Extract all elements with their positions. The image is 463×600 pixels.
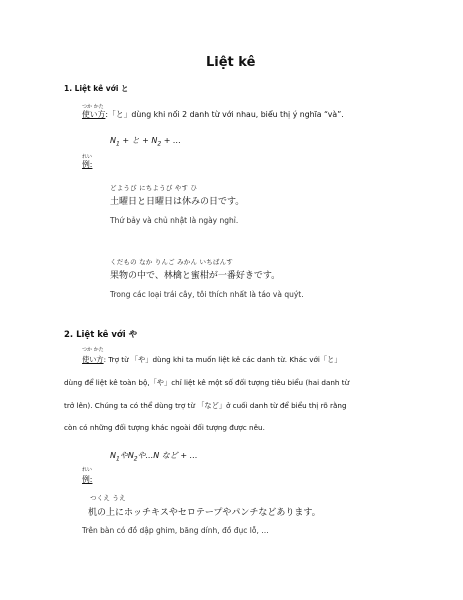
example-3-ruby: つくえ うえ: [90, 494, 126, 502]
example-3-translation: Trên bàn có đồ dập ghim, băng dính, đồ đục lỗ, …: [82, 526, 269, 535]
usage-label-2: 使い方: [82, 355, 104, 364]
example-1-ruby: どようび にちようび やす ひ: [110, 184, 198, 192]
formula-2: $N_1$や$N_2$や...N など + …: [110, 451, 198, 463]
section-1-heading: 1. Liệt kê với と: [64, 84, 129, 93]
page-title: Liệt kê: [206, 55, 256, 70]
example-2-japanese: 果物の中で、林檎と蜜柑が一番好きです。: [110, 271, 281, 281]
usage-text-2a: : Trợ từ 「や」dùng khi ta muốn liệt kê các danh từ. Khác với「と」: [103, 355, 342, 364]
example-3-japanese: 机の上にホッチキスやセロテープやパンチなどあります。: [88, 508, 321, 518]
usage-line-2c: trở lên). Chúng ta có thể dùng trợ từ 「など」ở cuối danh từ để biểu thị rõ rằng: [64, 401, 347, 410]
example-1-japanese: 土曜日と日曜日は休みの日です。: [110, 197, 245, 207]
example-2-ruby: くだもの なか りんご みかん いちばんす: [110, 258, 233, 266]
usage-ruby-2: つか かた: [82, 347, 104, 353]
usage-label-1: 使い方: [82, 110, 106, 119]
formula-1: $N_1$ + と + $N_2$ + …: [110, 136, 181, 148]
usage-line-1: [82, 109, 344, 120]
example-label-2: 例:: [82, 475, 93, 484]
usage-line-2a: [82, 355, 341, 365]
example-ruby-2: れい: [82, 467, 93, 473]
usage-ruby-1: つか かた: [82, 104, 104, 110]
usage-text-1: :「と」dùng khi nối 2 danh từ với nhau, biểu thị ý nghĩa “và”.: [105, 110, 344, 119]
usage-line-2b: dùng để liệt kê toàn bộ,「や」chỉ liệt kê một số đối tượng tiêu biểu (hai danh từ: [64, 378, 350, 387]
section-2-heading: 2. Liệt kê với や: [64, 330, 138, 340]
example-1-translation: Thứ bảy và chủ nhật là ngày nghỉ.: [110, 216, 239, 225]
usage-line-2d: còn có những đối tượng khác ngoài đối tượng được nêu.: [64, 423, 265, 432]
example-2-translation: Trong các loại trái cây, tôi thích nhất là táo và quýt.: [110, 290, 304, 299]
example-ruby-1: れい: [82, 154, 93, 160]
example-label-1: 例:: [82, 160, 93, 169]
